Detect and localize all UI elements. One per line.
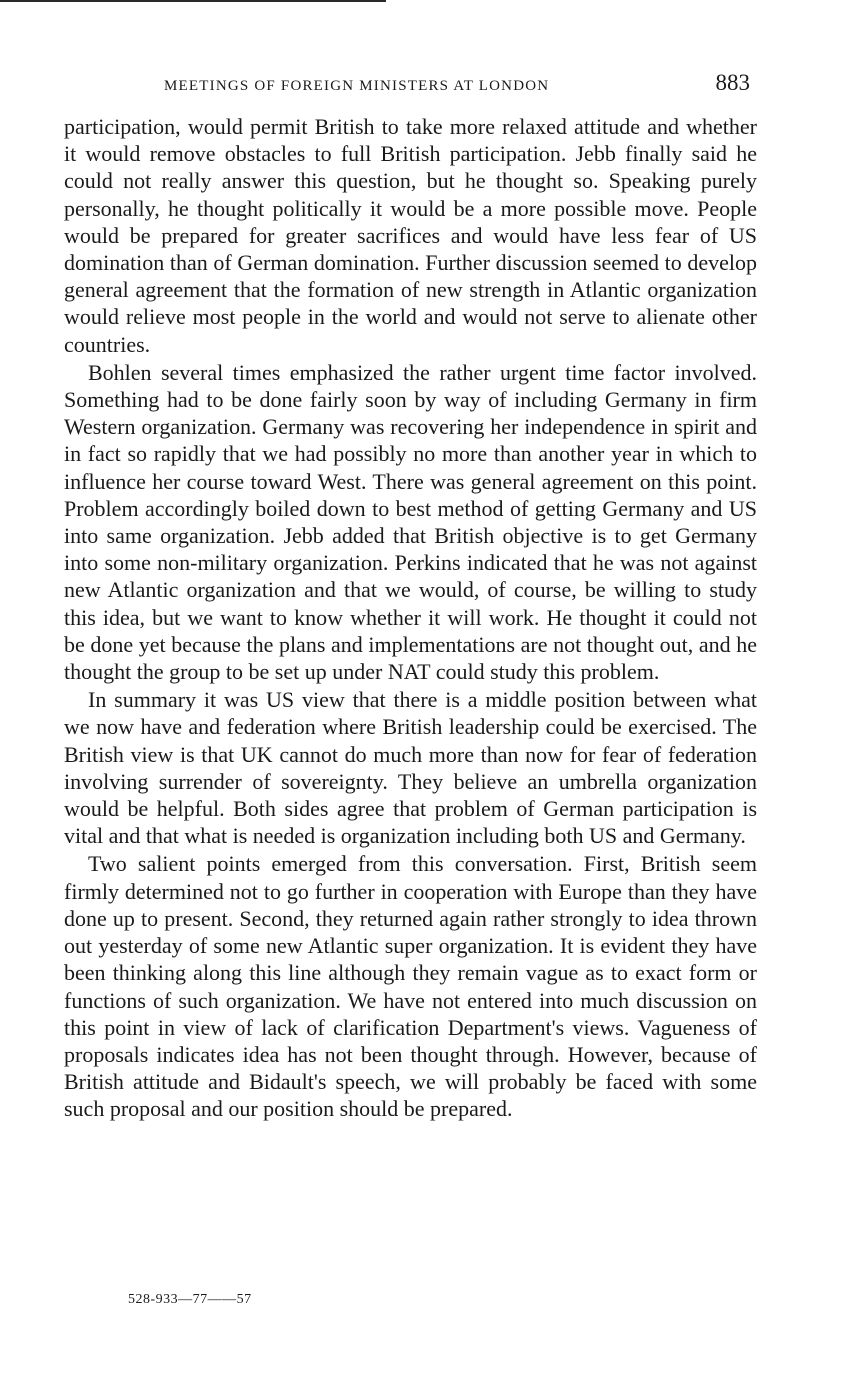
paragraph-1: participation, would permit British to take more relaxed attitude and whether it would remove obstacles to full British participation. Jebb finally said he could not really answer this question, but he thought so. Speaking purely personally, he thought politically it would be a more possible move. People would be prepared for greater sacrifices and would have less fear of US domination than of German domination. Further discussion seemed to develop general agreement that the formation of new strength in Atlantic organization would relieve most people in the world and would not serve to alienate other countries. [64,114,757,357]
paragraph-3: In summary it was US view that there is a middle position between what we now have and federation where British leadership could be exercised. The British view is that UK cannot do much more than now for fear of federation involving surrender of sovereignty. They believe an umbrella organization would be helpful. Both sides agree that problem of German participation is vital and that what is needed is organization including both US and Germany. [64,687,757,849]
top-rule [0,0,386,2]
print-code: 528-933—77——57 [128,1292,252,1307]
body-text [64,113,757,1123]
paragraph-2: Bohlen several times emphasized the rather urgent time factor involved. Something had to be done fairly soon by way of including Germany in firm Western organization. Germany was recovering her independence in spirit and in fact so rapidly that we had possibly no more than another year in which to influence her course toward West. There was general agreement on this point. Problem accordingly boiled down to best method of getting Germany and US into same organization. Jebb added that British objective is to get Germany into some non-military organization. Perkins indicated that he was not against new Atlantic organization and that we would, of course, be willing to study this idea, but we want to know whether it will work. He thought it could not be done yet because the plans and implementations are not thought out, and he thought the group to be set up under NAT could study this problem. [64,359,757,685]
running-title: MEETINGS OF FOREIGN MINISTERS AT LONDON [164,78,550,94]
paragraph-4: Two salient points emerged from this conversation. First, British seem firmly determined not to go further in cooperation with Europe than they have done up to present. Second, they returned again rather strongly to idea thrown out yesterday of some new Atlantic super organization. It is evident they have been thinking along this line although they remain vague as to exact form or functions of such organization. We have not entered into much discussion on this point in view of lack of clarification Department's views. Vagueness of proposals indicates idea has not been thought through. However, because of British attitude and Bidault's speech, we will probably be faced with some such proposal and our position should be prepared. [64,851,757,1122]
running-head [160,70,760,102]
page-number: 883 [715,70,750,95]
